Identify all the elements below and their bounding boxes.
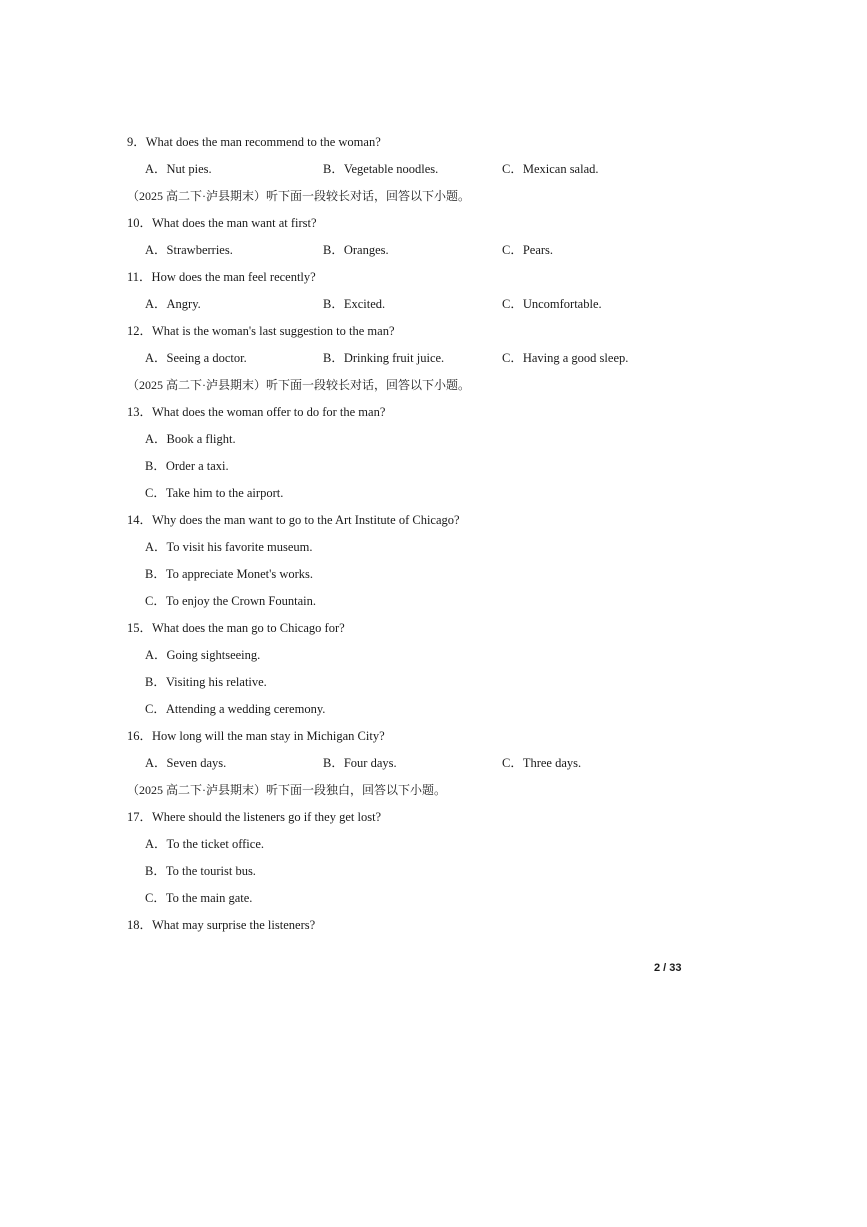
question-13: 13．What does the woman offer to do for the man? — [127, 405, 386, 419]
question-10: 10．What does the man want at first? — [127, 216, 317, 230]
option-13c: C．Take him to the airport. — [145, 486, 284, 500]
option-17a: A．To the ticket office. — [145, 837, 264, 851]
question-18: 18．What may surprise the listeners? — [127, 918, 316, 932]
option-13b: B．Order a taxi. — [145, 459, 229, 473]
question-11: 11．How does the man feel recently? — [127, 270, 316, 284]
option-15c: C．Attending a wedding ceremony. — [145, 702, 326, 716]
section-header-1: （2025 高二下·泸县期末）听下面一段较长对话，回答以下小题。 — [127, 189, 470, 203]
option-16b: B．Four days. — [323, 756, 397, 770]
option-17c: C．To the main gate. — [145, 891, 253, 905]
question-9: 9．What does the man recommend to the woman? — [127, 135, 381, 149]
option-17b: B．To the tourist bus. — [145, 864, 256, 878]
option-10b: B．Oranges. — [323, 243, 389, 257]
option-11c: C．Uncomfortable. — [502, 297, 602, 311]
option-12c: C．Having a good sleep. — [502, 351, 629, 365]
question-16: 16．How long will the man stay in Michigan City? — [127, 729, 385, 743]
option-16a: A．Seven days. — [145, 756, 227, 770]
section-header-2: （2025 高二下·泸县期末）听下面一段较长对话，回答以下小题。 — [127, 378, 470, 392]
option-11a: A．Angry. — [145, 297, 201, 311]
question-12: 12．What is the woman's last suggestion to the man? — [127, 324, 395, 338]
option-14a: A．To visit his favorite museum. — [145, 540, 313, 554]
option-12b: B．Drinking fruit juice. — [323, 351, 445, 365]
option-15a: A．Going sightseeing. — [145, 648, 261, 662]
option-9c: C．Mexican salad. — [502, 162, 599, 176]
question-15: 15．What does the man go to Chicago for? — [127, 621, 345, 635]
option-14b: B．To appreciate Monet's works. — [145, 567, 314, 581]
option-11b: B．Excited. — [323, 297, 386, 311]
section-header-3: （2025 高二下·泸县期末）听下面一段独白，回答以下小题。 — [127, 783, 446, 797]
option-14c: C．To enjoy the Crown Fountain. — [145, 594, 316, 608]
option-9a: A．Nut pies. — [145, 162, 212, 176]
option-9b: B．Vegetable noodles. — [323, 162, 439, 176]
question-14: 14．Why does the man want to go to the Art Institute of Chicago? — [127, 513, 460, 527]
option-10c: C．Pears. — [502, 243, 554, 257]
option-15b: B．Visiting his relative. — [145, 675, 267, 689]
option-13a: A．Book a flight. — [145, 432, 236, 446]
option-12a: A．Seeing a doctor. — [145, 351, 247, 365]
question-17: 17．Where should the listeners go if they get lost? — [127, 810, 382, 824]
option-16c: C．Three days. — [502, 756, 582, 770]
page-number: 2 / 33 — [654, 962, 682, 974]
option-10a: A．Strawberries. — [145, 243, 233, 257]
